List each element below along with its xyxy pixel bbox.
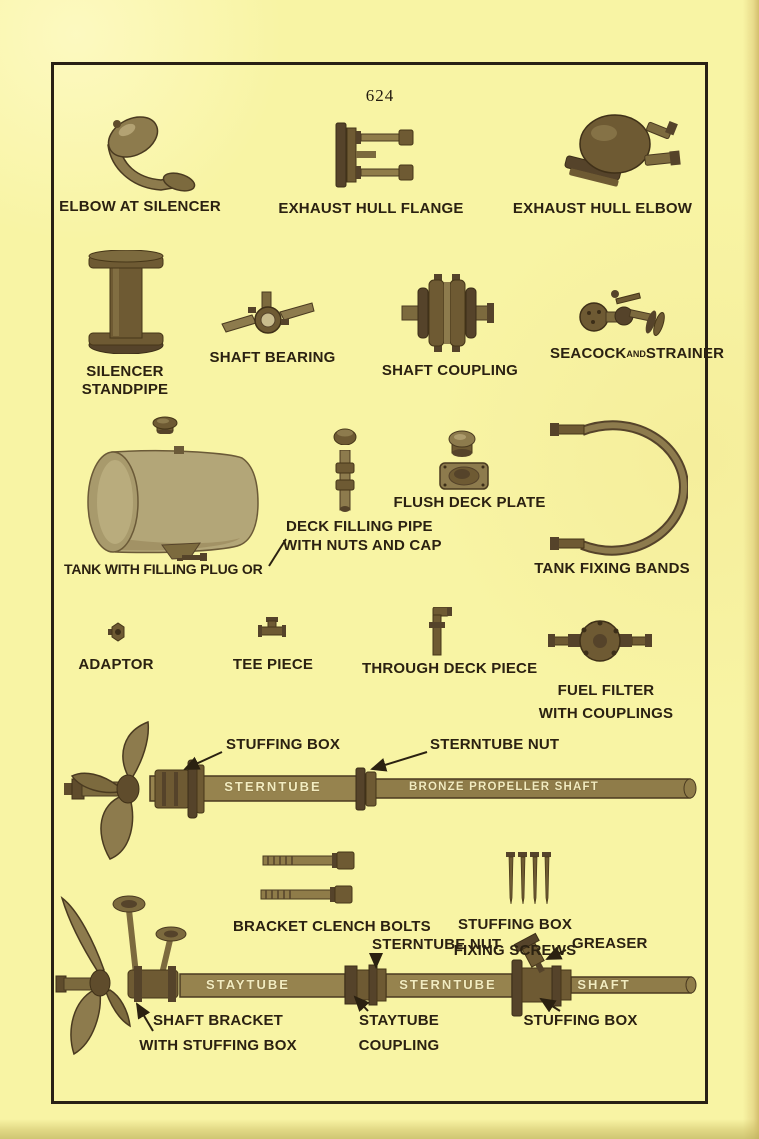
shaft-label-sterntube-upper: STERNTUBE (224, 779, 322, 794)
caption-fuel-filter-1: FUEL FILTER (557, 682, 655, 699)
caption-staytube-coupling-1: STAYTUBE (359, 1012, 439, 1029)
page-edge-bottom (0, 1119, 759, 1139)
caption-shaft-coupling: SHAFT COUPLING (381, 362, 519, 379)
caption-stuffing-box-lower: STUFFING BOX (523, 1012, 638, 1029)
strainer-word: STRAINER (645, 345, 725, 362)
elbow-at-silencer-image (95, 112, 200, 194)
caption-sterntube-nut-upper: STERNTUBE NUT (430, 736, 560, 753)
silencer-standpipe-image (86, 250, 166, 354)
tank-filling-plug-image (150, 416, 180, 434)
caption-bracket-clench-bolts: BRACKET CLENCH BOLTS (233, 918, 431, 935)
shaft-label-sterntube-lower: STERNTUBE (399, 977, 497, 992)
tee-piece-image (258, 617, 286, 643)
shaft-label-shaft: SHAFT (577, 977, 631, 992)
shaft-coupling-image (400, 272, 495, 354)
caption-fixing-screws-1: STUFFING BOX (457, 916, 573, 933)
fuel-filter-image (548, 615, 652, 667)
page-curl-right (743, 0, 759, 1139)
shaft-bracket-part (113, 896, 186, 1002)
caption-fixing-screws-2: FIXING SCREWS (453, 942, 577, 959)
caption-elbow-at-silencer: ELBOW AT SILENCER (59, 198, 221, 215)
caption-flush-deck-plate: FLUSH DECK PLATE (393, 494, 546, 511)
caption-deck-filling-pipe-2: WITH NUTS AND CAP (283, 537, 442, 554)
caption-shaft-bearing: SHAFT BEARING (209, 349, 336, 366)
sterntube-nut-part (356, 768, 376, 810)
adaptor-image (108, 621, 126, 643)
through-deck-piece-image (420, 607, 452, 657)
sterntube-nut-part (369, 965, 386, 1005)
caption-tank: TANK WITH FILLING PLUG OR (64, 561, 263, 577)
caption-staytube-coupling-2: COUPLING (358, 1037, 440, 1054)
propeller-icon (64, 722, 148, 859)
exhaust-hull-elbow-image (543, 110, 688, 192)
exhaust-hull-flange-image (330, 119, 425, 191)
deck-filling-pipe-image (330, 450, 360, 512)
sterntube-nut-leader-arrow (372, 752, 427, 769)
propeller-icon (56, 898, 130, 1054)
bolt-icon (263, 852, 354, 869)
caption-fuel-filter-2: WITH COUPLINGS (538, 705, 674, 722)
caption-stuffing-box-upper: STUFFING BOX (226, 736, 341, 753)
caption-seacock-and-strainer (550, 345, 725, 363)
seacock-word: SEACOCK (550, 345, 627, 362)
caption-silencer-standpipe-1: SILENCER (86, 363, 164, 380)
seacock-and-strainer-image (578, 285, 666, 343)
caption-adaptor: ADAPTOR (78, 656, 154, 673)
caption-exhaust-hull-elbow: EXHAUST HULL ELBOW (512, 200, 693, 217)
page-number: 624 (365, 86, 395, 105)
caption-silencer-standpipe-2: STANDPIPE (81, 381, 169, 398)
caption-through-deck-piece: THROUGH DECK PIECE (362, 660, 538, 677)
shaft-label-staytube: STAYTUBE (206, 977, 290, 992)
fuel-tank-image (82, 446, 262, 561)
caption-tee-piece: TEE PIECE (232, 656, 314, 673)
and-word: AND (626, 349, 646, 359)
tank-fixing-bands-image (548, 417, 688, 559)
caption-deck-filling-pipe-1: DECK FILLING PIPE (286, 518, 433, 535)
flush-deck-cap-image (444, 429, 480, 459)
caption-sterntube-nut-lower: STERNTUBE NUT (372, 936, 502, 953)
stuffing-box-part (155, 760, 204, 818)
caption-exhaust-hull-flange: EXHAUST HULL FLANGE (278, 200, 464, 217)
caption-greaser: GREASER (572, 935, 648, 952)
shaft-label-bronze-propeller-shaft: BRONZE PROPELLER SHAFT (409, 781, 599, 793)
deck-pipe-cap-image (332, 427, 358, 445)
shaft-bearing-image (220, 290, 315, 340)
caption-shaft-bracket-1: SHAFT BRACKET (152, 1012, 284, 1029)
caption-shaft-bracket-2: WITH STUFFING BOX (139, 1037, 297, 1054)
caption-tank-fixing-bands: TANK FIXING BANDS (534, 560, 690, 577)
flush-deck-plate-image (438, 461, 490, 491)
